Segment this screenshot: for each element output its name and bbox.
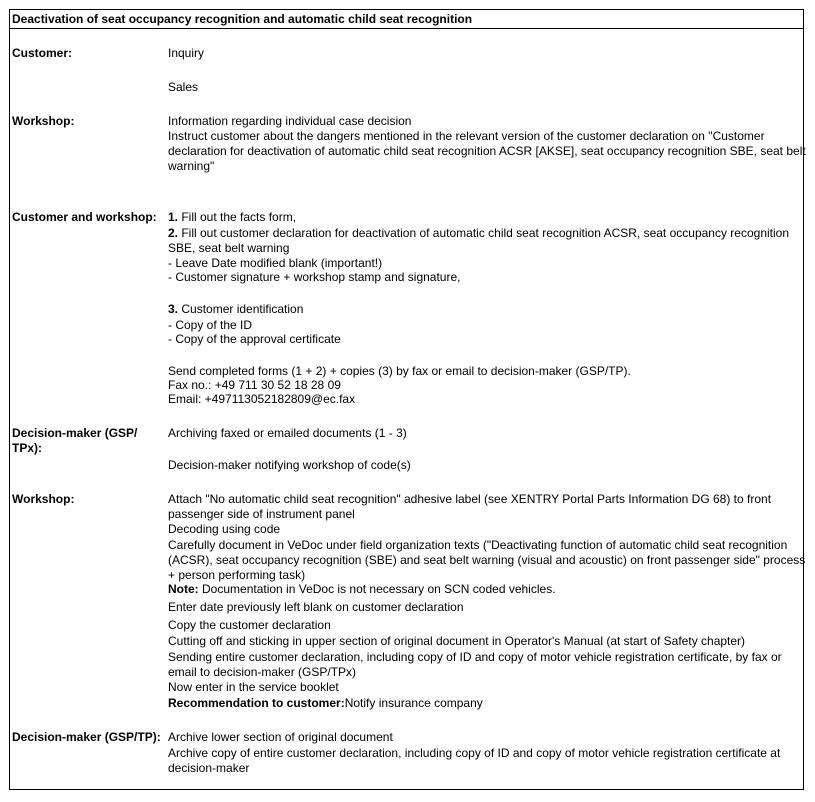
bullet-line: - Leave Date modified blank (important!) [168, 256, 383, 270]
workshop-line-enter-date: Enter date previously left blank on customer declaration [168, 600, 464, 614]
step-line [168, 226, 813, 256]
step-number: 3. [168, 302, 179, 316]
workshop-line-label: Attach "No automatic child seat recognition" adhesive label (see XENTRY Portal Parts Information DG 68) to front passenger side of instrument panel [168, 492, 775, 521]
step-number: 1. [168, 210, 179, 224]
section-label-decision-maker-final: Decision-maker (GSP/TP): [12, 730, 161, 744]
section-label-decision-maker: Decision-maker (GSP/ TPx): [12, 426, 138, 455]
decision-line-archiving: Archiving faxed or emailed documents (1 - 3) [168, 426, 407, 440]
workshop-line-sending: Sending entire customer declaration, including copy of ID and copy of motor vehicle registration certificate, by fax or email to decision-maker (GSP/TPx) [168, 650, 785, 679]
final-line-archive-copy: Archive copy of entire customer declaration, including copy of ID and copy of motor vehicle registration certificate at decision-maker [168, 746, 784, 775]
workshop-line-document: Carefully document in VeDoc under field organization texts ("Deactivating function of automatic child seat recognition (ACSR), seat occupancy recognition (SBE) and seat belt warning (visual and acoustic) on front passenger side" process + person performing task) [168, 538, 809, 582]
customer-line-sales: Sales [168, 80, 199, 94]
step-line [168, 210, 808, 225]
fax-number: Fax no.: +49 711 30 52 18 28 09 [168, 378, 341, 392]
section-label-customer-and-workshop: Customer and workshop: [12, 210, 157, 224]
workshop-line-recommendation [168, 696, 808, 711]
workshop-line-service-booklet: Now enter in the service booklet [168, 680, 339, 694]
section-label-workshop: Workshop: [12, 114, 75, 128]
bullet-line: - Copy of the approval certificate [168, 332, 341, 346]
workshop-line-instruct: Instruct customer about the dangers mentioned in the relevant version of the customer declaration on "Customer declaration for deactivation of automatic child seat recognition ACSR [AKSE], seat occupancy recognition SBE, seat belt warning" [168, 129, 810, 173]
recommendation-label: Recommendation to customer: [168, 696, 345, 710]
workshop-line-note [168, 582, 808, 597]
note-label: Note: [168, 582, 199, 596]
workshop-line-information: Information regarding individual case decision [168, 114, 412, 128]
customer-line-inquiry: Inquiry [168, 46, 205, 60]
step-text: Customer identification [178, 302, 304, 316]
note-text: Documentation in VeDoc is not necessary on SCN coded vehicles. [198, 582, 556, 596]
section-label-workshop: Workshop: [12, 492, 75, 506]
document-title: Deactivation of seat occupancy recognition and automatic child seat recognition [10, 10, 803, 29]
document-frame [9, 9, 810, 790]
section-label-customer: Customer: [12, 46, 73, 60]
email-address: Email: +497113052182809@ec.fax [168, 392, 356, 406]
step-number: 2. [168, 226, 179, 240]
final-line-archive-lower: Archive lower section of original document [168, 730, 393, 744]
workshop-line-copy: Copy the customer declaration [168, 618, 331, 632]
step-text: Fill out the facts form, [178, 210, 297, 224]
workshop-line-decoding: Decoding using code [168, 522, 281, 536]
decision-line-notifying: Decision-maker notifying workshop of code(s) [168, 458, 411, 472]
recommendation-text: Notify insurance company [344, 696, 483, 710]
step-line [168, 302, 808, 317]
workshop-line-cutting: Cutting off and sticking in upper section of original document in Operator's Manual (at start of Safety chapter) [168, 634, 746, 648]
step-text: Fill out customer declaration for deactivation of automatic child seat recognition ACSR, seat occupancy recognition SBE, seat belt warning [168, 226, 793, 255]
bullet-line: - Customer signature + workshop stamp and signature, [168, 270, 461, 284]
send-instruction: Send completed forms (1 + 2) + copies (3) by fax or email to decision-maker (GSP/TP). [168, 364, 631, 378]
bullet-line: - Copy of the ID [168, 318, 253, 332]
